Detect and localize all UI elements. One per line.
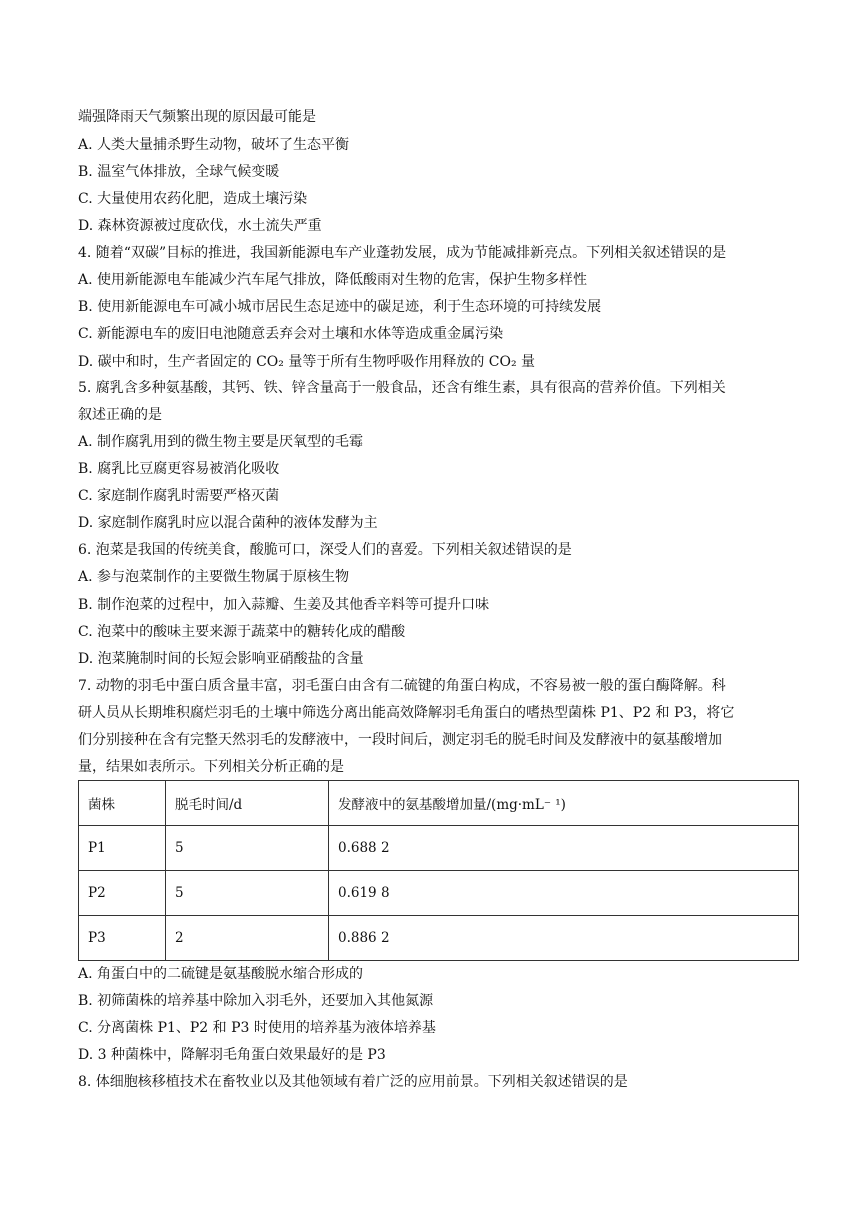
option-line: A. 制作腐乳用到的微生物主要是厌氧型的毛霉	[78, 434, 364, 450]
option-line: A. 使用新能源电车能减少汽车尾气排放，降低酸雨对生物的危害，保护生物多样性	[78, 272, 588, 288]
option-line: B. 温室气体排放，全球气候变暖	[78, 164, 280, 180]
question-line: 叙述正确的是	[78, 407, 162, 423]
question-line: 量，结果如表所示。下列相关分析正确的是	[78, 759, 344, 775]
option-line: C. 泡菜中的酸味主要来源于蔬菜中的糖转化成的醋酸	[78, 624, 406, 640]
question-line: 6. 泡菜是我国的传统美食，酸脆可口，深受人们的喜爱。下列相关叙述错误的是	[78, 542, 572, 558]
option-line: C. 家庭制作腐乳时需要严格灭菌	[78, 488, 280, 504]
option-line: D. 碳中和时，生产者固定的 CO₂ 量等于所有生物呼吸作用释放的 CO₂ 量	[78, 354, 536, 370]
table-cell: 5	[166, 826, 329, 871]
question-line: 8. 体细胞核移植技术在畜牧业以及其他领域有着广泛的应用前景。下列相关叙述错误的是	[78, 1074, 628, 1090]
option-line: A. 人类大量捕杀野生动物，破坏了生态平衡	[78, 137, 350, 153]
table-header-cell: 发酵液中的氨基酸增加量/(mg·mL⁻ ¹)	[329, 781, 799, 826]
table-cell: P2	[79, 871, 166, 916]
option-line: D. 森林资源被过度砍伐，水土流失严重	[78, 218, 322, 234]
table-row	[79, 871, 799, 916]
table-header-cell: 脱毛时间/d	[166, 781, 329, 826]
table-cell: 2	[166, 916, 329, 961]
option-line: C. 分离菌株 P1、P2 和 P3 时使用的培养基为液体培养基	[78, 1020, 436, 1036]
text-line: 端强降雨天气频繁出现的原因最可能是	[78, 109, 316, 125]
option-line: A. 参与泡菜制作的主要微生物属于原核生物	[78, 569, 350, 585]
table-cell: P1	[79, 826, 166, 871]
option-line: B. 初筛菌株的培养基中除加入羽毛外，还要加入其他氮源	[78, 993, 434, 1009]
option-line: D. 3 种菌株中，降解羽毛角蛋白效果最好的是 P3	[78, 1047, 386, 1063]
question-line: 们分别接种在含有完整天然羽毛的发酵液中，一段时间后，测定羽毛的脱毛时间及发酵液中的氨基酸增加	[78, 732, 722, 748]
option-line: C. 大量使用农药化肥，造成土壤污染	[78, 191, 308, 207]
option-line: C. 新能源电车的废旧电池随意丢弃会对土壤和水体等造成重金属污染	[78, 326, 504, 342]
option-line: B. 制作泡菜的过程中，加入蒜瓣、生姜及其他香辛料等可提升口味	[78, 597, 490, 613]
table-row	[79, 826, 799, 871]
option-line: B. 腐乳比豆腐更容易被消化吸收	[78, 461, 280, 477]
table-header-row	[79, 781, 799, 826]
table-cell: 0.688 2	[329, 826, 799, 871]
question-line: 7. 动物的羽毛中蛋白质含量丰富，羽毛蛋白由含有二硫键的角蛋白构成，不容易被一般的蛋白酶降解。科	[78, 678, 726, 694]
table-cell: P3	[79, 916, 166, 961]
table-cell: 0.886 2	[329, 916, 799, 961]
question-line: 4. 随着“双碳”目标的推进，我国新能源电车产业蓬勃发展，成为节能减排新亮点。下列相关叙述错误的是	[78, 245, 727, 261]
table-cell: 5	[166, 871, 329, 916]
option-line: D. 家庭制作腐乳时应以混合菌种的液体发酵为主	[78, 515, 378, 531]
results-table	[78, 780, 799, 961]
option-line: D. 泡菜腌制时间的长短会影响亚硝酸盐的含量	[78, 651, 364, 667]
table-row	[79, 916, 799, 961]
option-line: B. 使用新能源电车可减小城市居民生态足迹中的碳足迹，利于生态环境的可持续发展	[78, 299, 602, 315]
question-line: 研人员从长期堆积腐烂羽毛的土壤中筛选分离出能高效降解羽毛角蛋白的嗜热型菌株 P1、P2 和 P3，将它	[78, 705, 735, 721]
table-cell: 0.619 8	[329, 871, 799, 916]
option-line: A. 角蛋白中的二硫键是氨基酸脱水缩合形成的	[78, 966, 364, 982]
table-header-cell: 菌株	[79, 781, 166, 826]
question-line: 5. 腐乳含多种氨基酸，其钙、铁、锌含量高于一般食品，还含有维生素，具有很高的营养价值。下列相关	[78, 380, 726, 396]
